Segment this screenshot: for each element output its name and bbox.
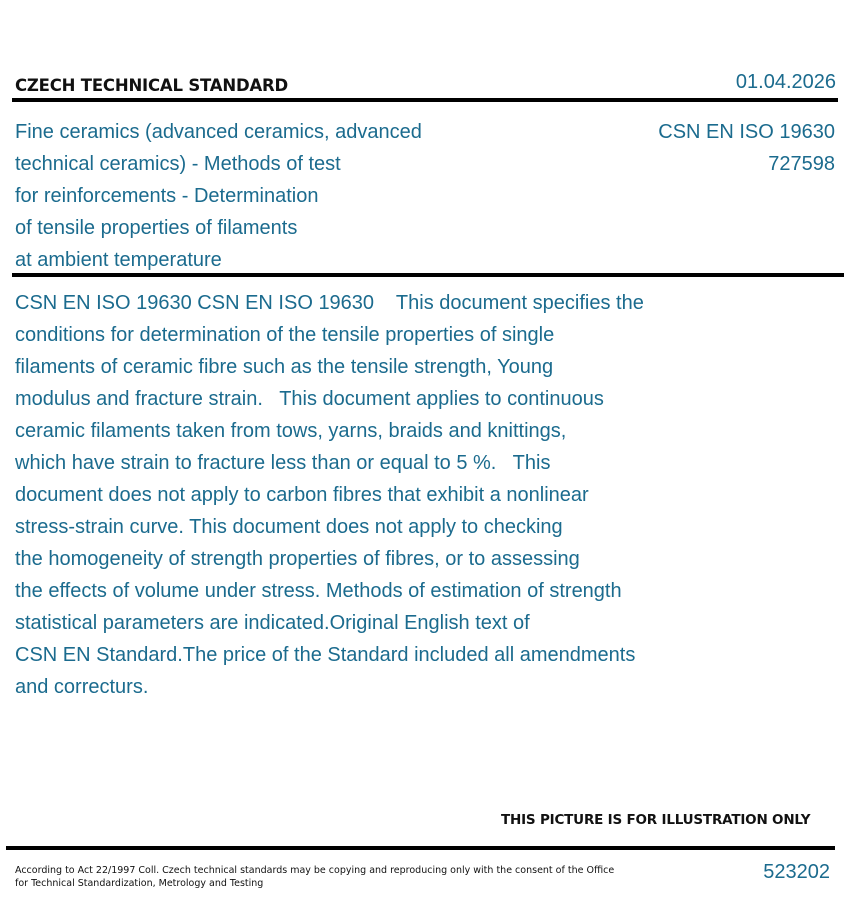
standard-title	[15, 116, 485, 276]
standard-description	[15, 287, 735, 703]
legal-notice	[15, 864, 614, 890]
description-line: CSN EN ISO 19630 CSN EN ISO 19630 This document specifies the	[15, 292, 644, 314]
header-divider	[12, 98, 838, 102]
title-line: Fine ceramics (advanced ceramics, advanced	[15, 121, 422, 143]
title-line: technical ceramics) - Methods of test	[15, 153, 341, 175]
standard-codes	[658, 116, 835, 180]
description-line: modulus and fracture strain. This document applies to continuous	[15, 388, 604, 410]
illustration-note: THIS PICTURE IS FOR ILLUSTRATION ONLY	[501, 812, 811, 828]
publication-date: 01.04.2026	[735, 71, 836, 93]
legal-line: According to Act 22/1997 Coll. Czech technical standards may be copying and reproducing only with the consent of the Office	[15, 865, 615, 876]
standard-code: CSN EN ISO 19630	[658, 121, 835, 143]
description-line: the homogeneity of strength properties of fibres, or to assessing	[15, 548, 580, 570]
description-line: and correcturs.	[15, 676, 149, 698]
description-line: document does not apply to carbon fibres that exhibit a nonlinear	[15, 484, 589, 506]
description-line: the effects of volume under stress. Methods of estimation of strength	[15, 580, 622, 602]
description-line: stress-strain curve. This document does not apply to checking	[15, 516, 563, 538]
catalog-number: 727598	[768, 153, 835, 175]
description-line: CSN EN Standard.The price of the Standard included all amendments	[15, 644, 636, 666]
description-line: ceramic filaments taken from tows, yarns, braids and knittings,	[15, 420, 567, 442]
legal-line: for Technical Standardization, Metrology and Testing	[15, 878, 264, 889]
description-line: statistical parameters are indicated.Original English text of	[15, 612, 530, 634]
document-number: 523202	[763, 861, 830, 883]
title-line: at ambient temperature	[15, 249, 222, 271]
description-line: filaments of ceramic fibre such as the tensile strength, Young	[15, 356, 554, 378]
description-line: conditions for determination of the tensile properties of single	[15, 324, 555, 346]
title-line: for reinforcements - Determination	[15, 185, 319, 207]
title-line: of tensile properties of filaments	[15, 217, 298, 239]
footer-divider	[6, 846, 835, 850]
title-divider	[12, 273, 844, 277]
description-line: which have strain to fracture less than or equal to 5 %. This	[15, 452, 551, 474]
document-header-label: CZECH TECHNICAL STANDARD	[15, 76, 289, 95]
